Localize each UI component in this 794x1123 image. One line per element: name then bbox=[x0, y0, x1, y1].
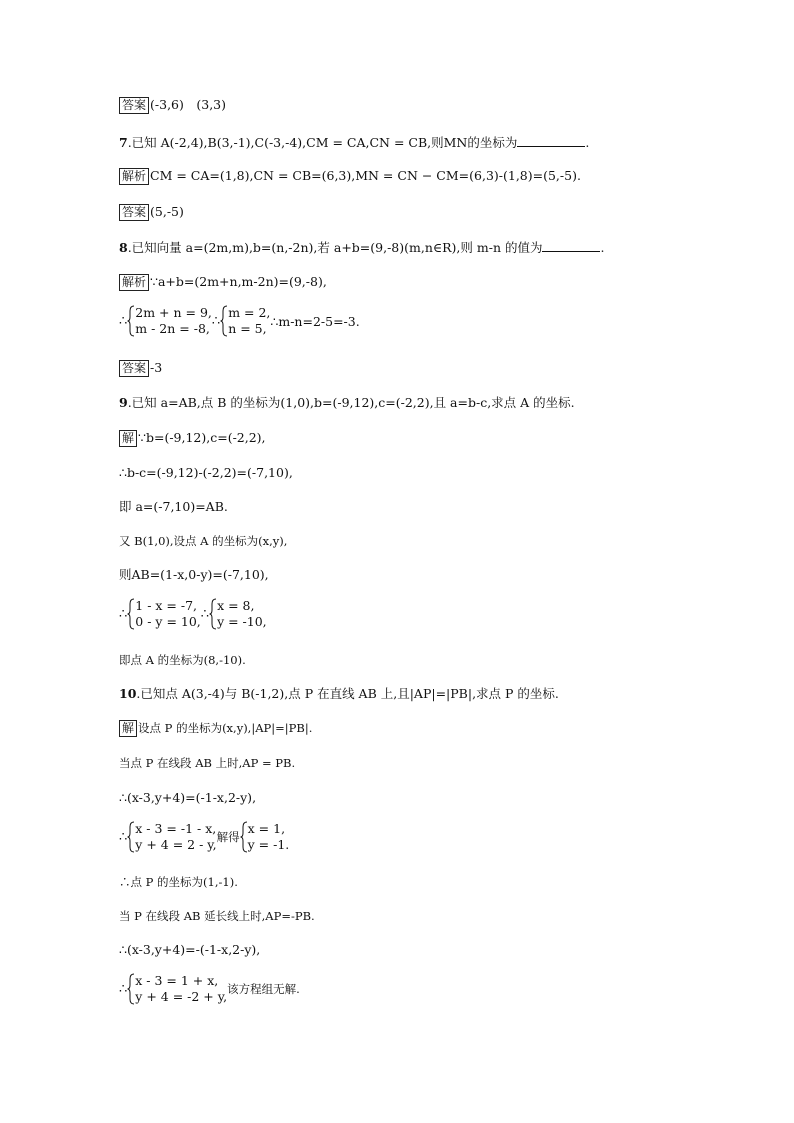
equation-row: y = -10, bbox=[217, 614, 267, 629]
equation-rows bbox=[135, 973, 227, 1005]
left-brace-icon bbox=[127, 821, 135, 853]
solution-text: ∵b=(-9,12),c=(-2,2), bbox=[138, 430, 266, 445]
analysis-7 bbox=[119, 167, 581, 185]
equation-row: y + 4 = 2 - y, bbox=[135, 837, 217, 852]
solution-line: 则AB=(1-x,0-y)=(-7,10), bbox=[119, 567, 269, 582]
solution-line: 当点 P 在线段 AB 上时,AP = PB. bbox=[119, 756, 296, 770]
equation-row: n = 5, bbox=[228, 321, 267, 336]
analysis-tag: 解析 bbox=[119, 274, 149, 291]
solution-tag: 解 bbox=[119, 430, 137, 447]
solution-line: ∴(x-3,y+4)=(-1-x,2-y), bbox=[119, 790, 257, 805]
equation-rows bbox=[135, 821, 216, 853]
left-brace-icon bbox=[240, 821, 248, 853]
equation-row: 2m + n = 9, bbox=[135, 305, 212, 320]
therefore-symbol: ∴ bbox=[211, 313, 221, 329]
solution-line: ∴(x-3,y+4)=-(-1-x,2-y), bbox=[119, 942, 261, 957]
equation-row: x - 3 = -1 - x, bbox=[135, 821, 217, 836]
solution-line: 当 P 在线段 AB 延长线上时,AP=-PB. bbox=[119, 909, 315, 923]
equation-rows bbox=[135, 598, 201, 630]
answer-7 bbox=[119, 203, 184, 221]
conclusion-text: 该方程组无解. bbox=[227, 982, 300, 996]
equation-row: m - 2n = -8, bbox=[135, 321, 210, 336]
question-text: .已知 a=AB,点 B 的坐标为(1,0),b=(-9,12),c=(-2,2),且 a=b-c,求点 A 的坐标. bbox=[127, 395, 575, 410]
solution-line: 即 a=(-7,10)=AB. bbox=[119, 499, 228, 514]
question-number: 9 bbox=[119, 395, 128, 410]
therefore-symbol: ∴ bbox=[200, 606, 210, 622]
answer-text: (5,-5) bbox=[150, 204, 184, 219]
equation-system-10a bbox=[119, 821, 289, 853]
therefore-symbol: ∴ bbox=[119, 829, 128, 845]
solve-label: 解得 bbox=[216, 830, 240, 844]
equation-row: x = 1, bbox=[247, 821, 286, 836]
question-text: .已知 A(-2,4),B(3,-1),C(-3,-4),CM = CA,CN = CB,则MN的坐标为 bbox=[127, 135, 518, 150]
therefore-symbol: ∴ bbox=[119, 313, 128, 329]
question-text: .已知向量 a=(2m,m),b=(n,-2n),若 a+b=(9,-8)(m,n∈R),则 m-n 的值为 bbox=[127, 240, 543, 255]
equation-rows bbox=[135, 305, 212, 337]
answer-text: -3 bbox=[150, 360, 163, 375]
question-10 bbox=[119, 685, 559, 703]
equation-system-10b bbox=[119, 973, 300, 1005]
equation-row: y + 4 = -2 + y, bbox=[135, 989, 228, 1004]
question-number: 10 bbox=[119, 686, 137, 701]
solution-9 bbox=[119, 429, 266, 447]
equation-row: 0 - y = 10, bbox=[135, 614, 201, 629]
analysis-tag: 解析 bbox=[119, 168, 149, 185]
solution-tag: 解 bbox=[119, 720, 137, 737]
analysis-text: CM = CA=(1,8),CN = CB=(6,3),MN = CN − CM=(6,3)-(1,8)=(5,-5). bbox=[150, 168, 581, 183]
analysis-8 bbox=[119, 273, 327, 291]
conclusion-text: ∴m-n=2-5=-3. bbox=[270, 313, 360, 329]
solution-line: 又 B(1,0),设点 A 的坐标为(x,y), bbox=[119, 534, 288, 548]
equation-row: y = -1. bbox=[247, 837, 290, 852]
equation-system-8 bbox=[119, 305, 360, 337]
answer-blank bbox=[517, 133, 585, 147]
question-8 bbox=[119, 238, 604, 257]
analysis-text: ∵a+b=(2m+n,m-2n)=(9,-8), bbox=[150, 274, 327, 289]
solution-line: ∴点 P 的坐标为(1,-1). bbox=[119, 875, 238, 889]
left-brace-icon bbox=[127, 305, 135, 337]
answer-line-6 bbox=[119, 96, 226, 114]
answer-tag: 答案 bbox=[119, 204, 149, 221]
equation-row: 1 - x = -7, bbox=[135, 598, 198, 613]
therefore-symbol: ∴ bbox=[119, 606, 128, 622]
solution-line: ∴b-c=(-9,12)-(-2,2)=(-7,10), bbox=[119, 465, 293, 480]
left-brace-icon bbox=[127, 973, 135, 1005]
equation-row: x - 3 = 1 + x, bbox=[135, 973, 219, 988]
question-end: . bbox=[585, 135, 590, 150]
answer-blank bbox=[542, 238, 600, 252]
question-7 bbox=[119, 133, 589, 152]
equation-rows bbox=[217, 598, 267, 630]
question-text: .已知点 A(3,-4)与 B(-1,2),点 P 在直线 AB 上,且|AP|=|PB|,求点 P 的坐标. bbox=[136, 686, 559, 701]
equation-row: m = 2, bbox=[228, 305, 271, 320]
solution-10 bbox=[119, 719, 312, 737]
left-brace-icon bbox=[209, 598, 217, 630]
solution-line: 即点 A 的坐标为(8,-10). bbox=[119, 653, 246, 667]
equation-rows bbox=[248, 821, 290, 853]
question-number: 7 bbox=[119, 135, 128, 150]
therefore-symbol: ∴ bbox=[119, 981, 128, 997]
equation-row: x = 8, bbox=[217, 598, 255, 613]
question-end: . bbox=[600, 240, 605, 255]
equation-rows bbox=[228, 305, 270, 337]
answer-8 bbox=[119, 359, 162, 377]
solution-text: 设点 P 的坐标为(x,y),|AP|=|PB|. bbox=[138, 721, 313, 735]
equation-system-9 bbox=[119, 598, 267, 630]
left-brace-icon bbox=[127, 598, 135, 630]
left-brace-icon bbox=[220, 305, 228, 337]
answer-text: (-3,6) (3,3) bbox=[150, 97, 227, 112]
question-number: 8 bbox=[119, 240, 128, 255]
answer-tag: 答案 bbox=[119, 97, 149, 114]
question-9 bbox=[119, 394, 575, 412]
answer-tag: 答案 bbox=[119, 360, 149, 377]
